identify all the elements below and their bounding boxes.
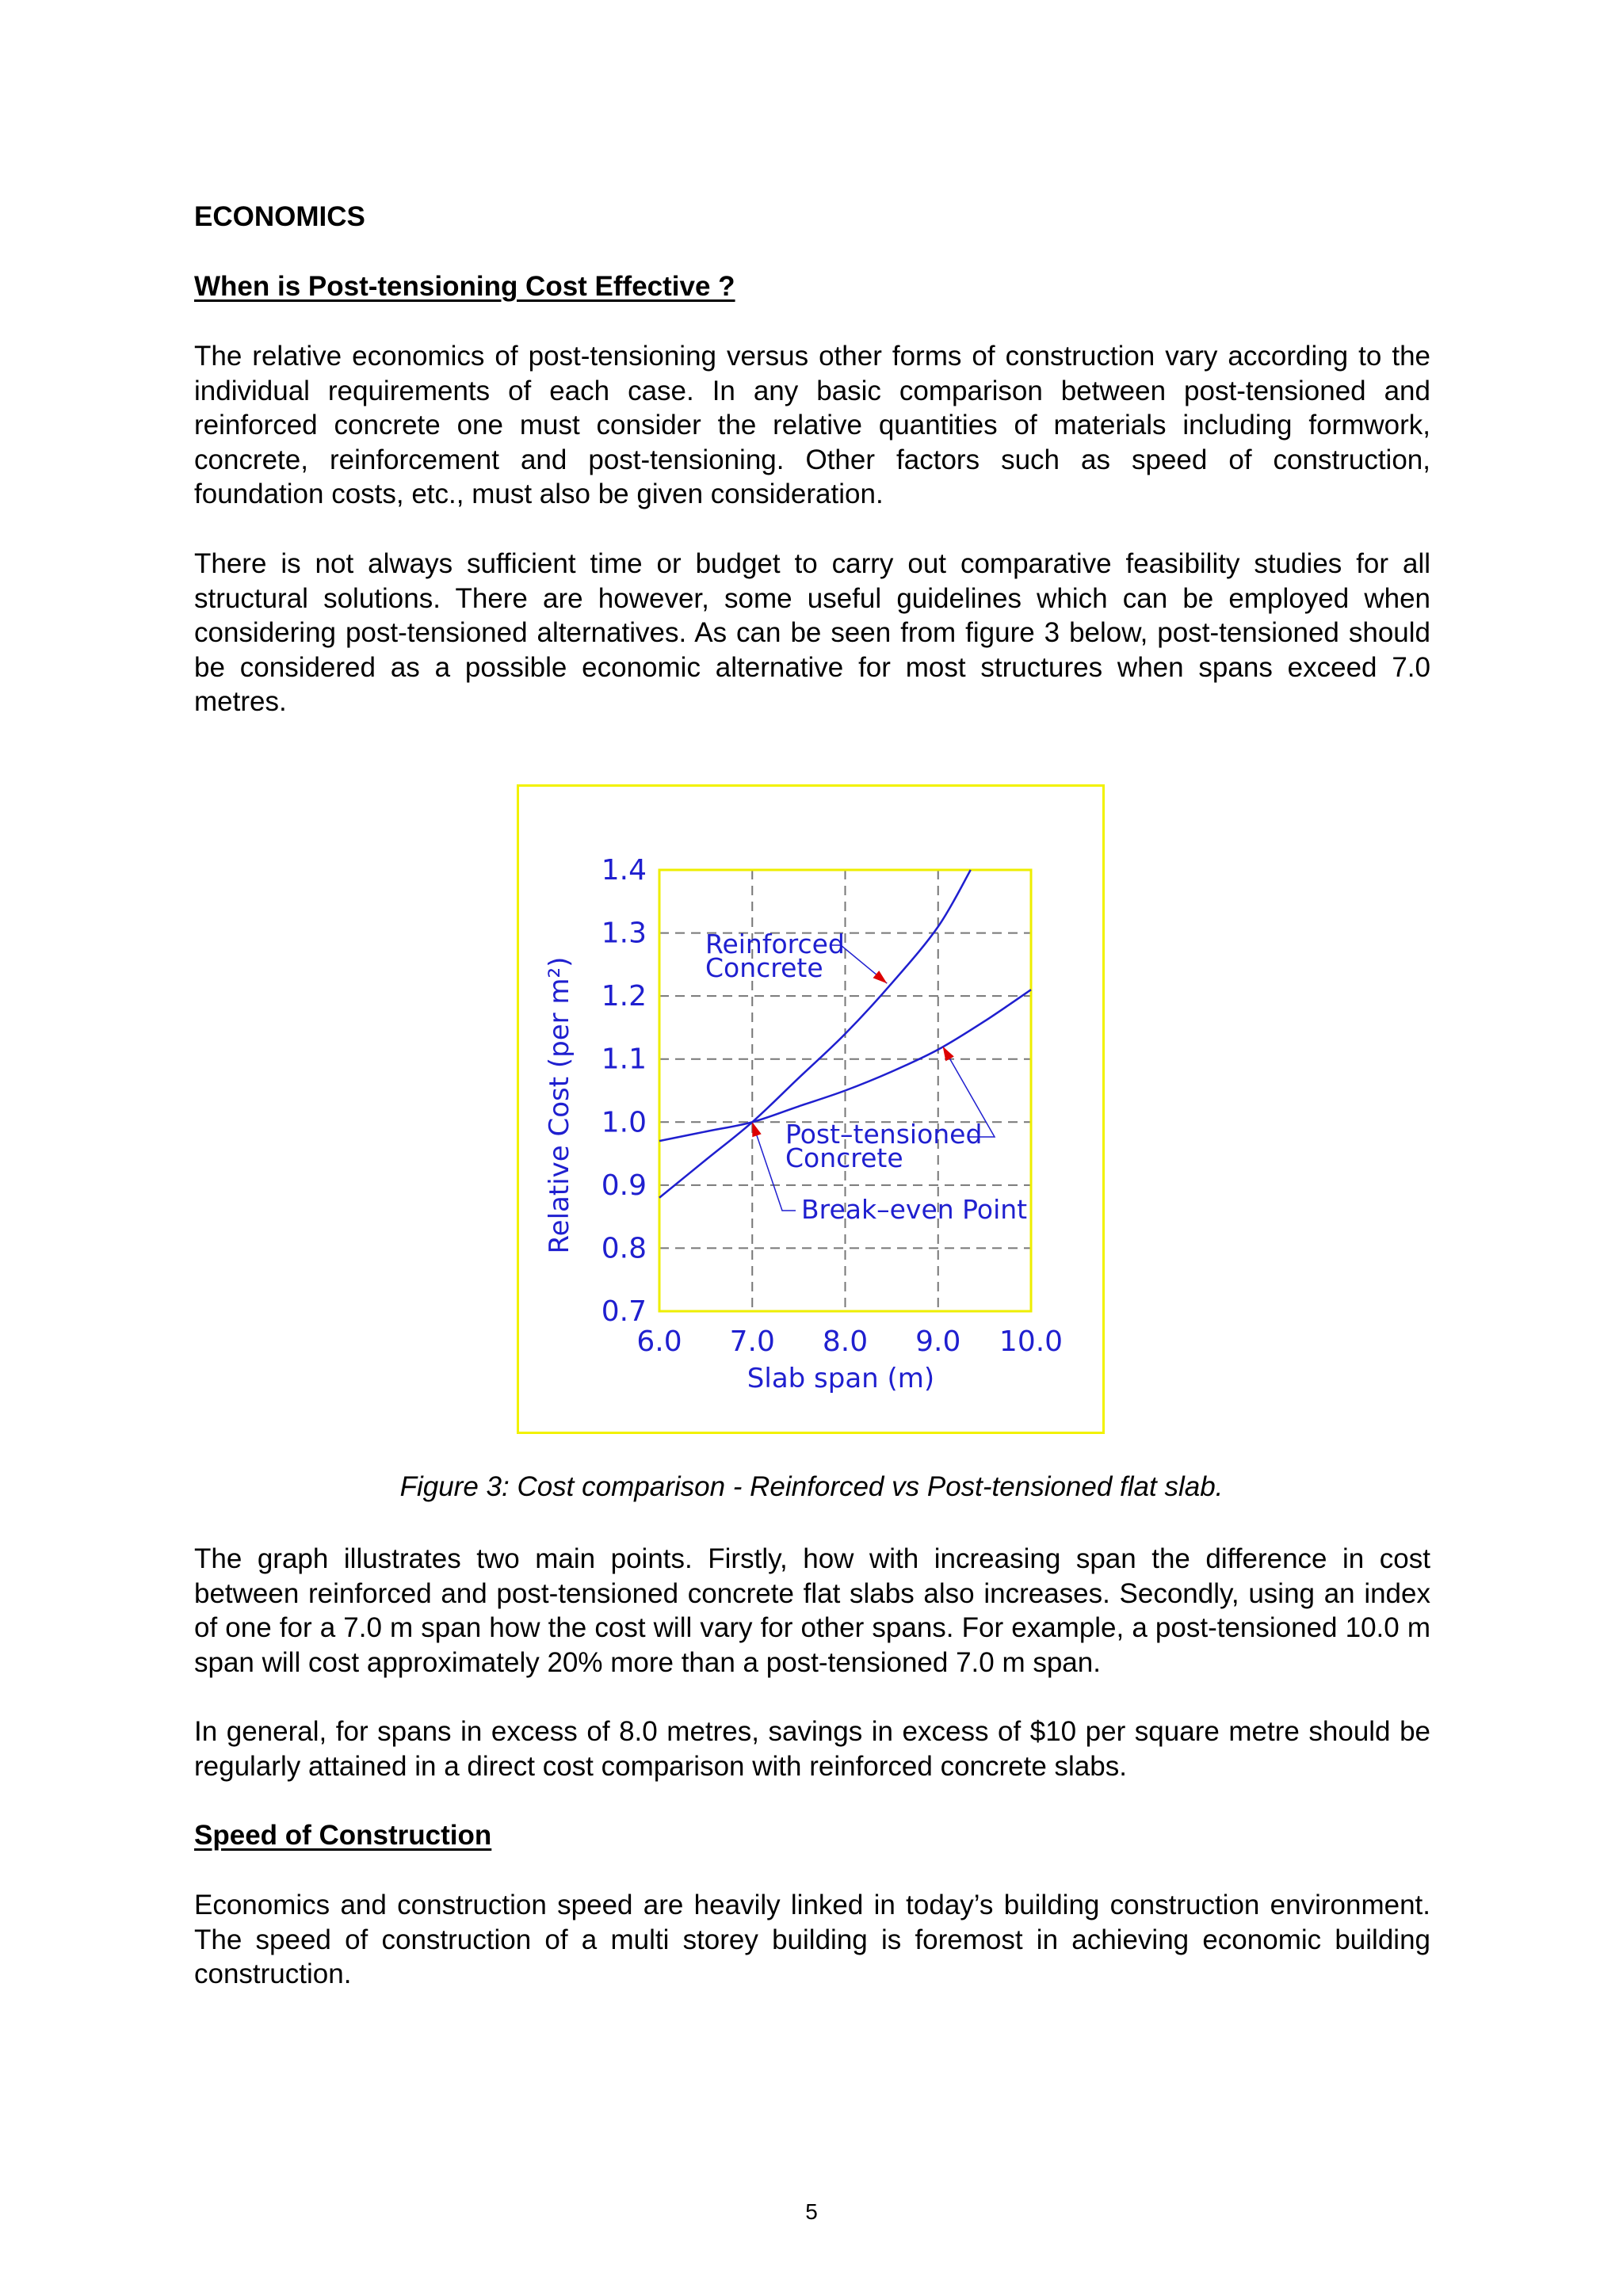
chart-svg (519, 787, 1107, 1436)
paragraph-text: In general, for spans in excess of 8.0 metres, savings in excess of $10 per square metre should be regularly attained in a direct cost comparison with reinforced concrete slabs. (194, 1716, 1430, 1782)
annotation-break-even: Break–even Point (801, 1194, 1028, 1225)
figure-caption: Figure 3: Cost comparison - Reinforced vs Post-tensioned flat slab. (399, 1471, 1224, 1502)
x-axis-label: Slab span (m) (747, 1363, 935, 1394)
section-title: ECONOMICS (194, 201, 365, 232)
paragraph-graph-explanation (194, 1542, 1430, 1680)
chart-annotations (705, 929, 1027, 1225)
y-axis-label: Relative Cost (per m²) (544, 956, 575, 1254)
figure-cost-comparison-chart (517, 784, 1105, 1434)
paragraph-text: The graph illustrates two main points. Firstly, how with increasing span the difference in cost between reinforced and post-tensioned concrete flat slabs also increases. Secondly, using an index of one for a 7.0 m span how the cost will vary for other spans. For example, a post-tensioned 10.0 m span will cost approximately 20% more than a post-tensioned 7.0 m span. (194, 1543, 1430, 1678)
subsection-title-speed: Speed of Construction (194, 1820, 492, 1851)
x-tick-label: 8.0 (822, 1325, 869, 1358)
y-tick-label: 1.2 (601, 980, 647, 1013)
paragraph-savings (194, 1714, 1430, 1783)
y-tick-label: 1.3 (601, 917, 647, 950)
annotation-reinforced-line1: Reinforced (705, 929, 845, 959)
subsection-title-cost-effective: When is Post-tensioning Cost Effective ? (194, 271, 735, 302)
y-tick-label: 1.0 (601, 1106, 647, 1139)
y-tick-label: 1.4 (601, 854, 647, 887)
paragraph-relative-economics (194, 339, 1430, 512)
y-tick-label: 0.8 (601, 1232, 647, 1265)
annotation-reinforced-line2: Concrete (705, 952, 823, 983)
annotation-post-tensioned-line2: Concrete (785, 1142, 903, 1173)
y-tick-label: 0.9 (601, 1169, 647, 1202)
annotation-post-tensioned-line1: Post–tensioned (785, 1119, 983, 1150)
paragraph-text: There is not always sufficient time or budget to carry out comparative feasibility studies for all structural solutions. There are however, some useful guidelines which can be employed when considering post-tensioned alternatives. As can be seen from figure 3 below, post-tensioned should be considered as a possible economic alternative for most structures when spans exceed 7.0 metres. (194, 548, 1430, 717)
y-tick-label: 1.1 (601, 1043, 647, 1076)
paragraph-guidelines (194, 547, 1430, 719)
y-tick-label: 0.7 (601, 1295, 647, 1328)
arrowhead-break-even (752, 1122, 761, 1137)
page-number: 5 (805, 2199, 818, 2224)
arrowhead-reinforced (873, 971, 888, 983)
x-tick-label: 10.0 (999, 1325, 1064, 1358)
paragraph-text: Economics and construction speed are heavily linked in today’s building construction environment. The speed of construction of a multi storey building is foremost in achieving economic building construction. (194, 1890, 1430, 1989)
x-tick-label: 6.0 (636, 1325, 682, 1358)
x-tick-label: 7.0 (729, 1325, 775, 1358)
paragraph-text: The relative economics of post-tensioning versus other forms of construction vary according to the individual requirements of each case. In any basic comparison between post-tensioned and reinforced concrete one must consider the relative quantities of materials including formwork, concrete, reinforcement and post-tensioning. Other factors such as speed of construction, foundation costs, etc., must also be given consideration. (194, 341, 1430, 509)
paragraph-construction-speed (194, 1888, 1430, 1992)
x-tick-label: 9.0 (915, 1325, 961, 1358)
